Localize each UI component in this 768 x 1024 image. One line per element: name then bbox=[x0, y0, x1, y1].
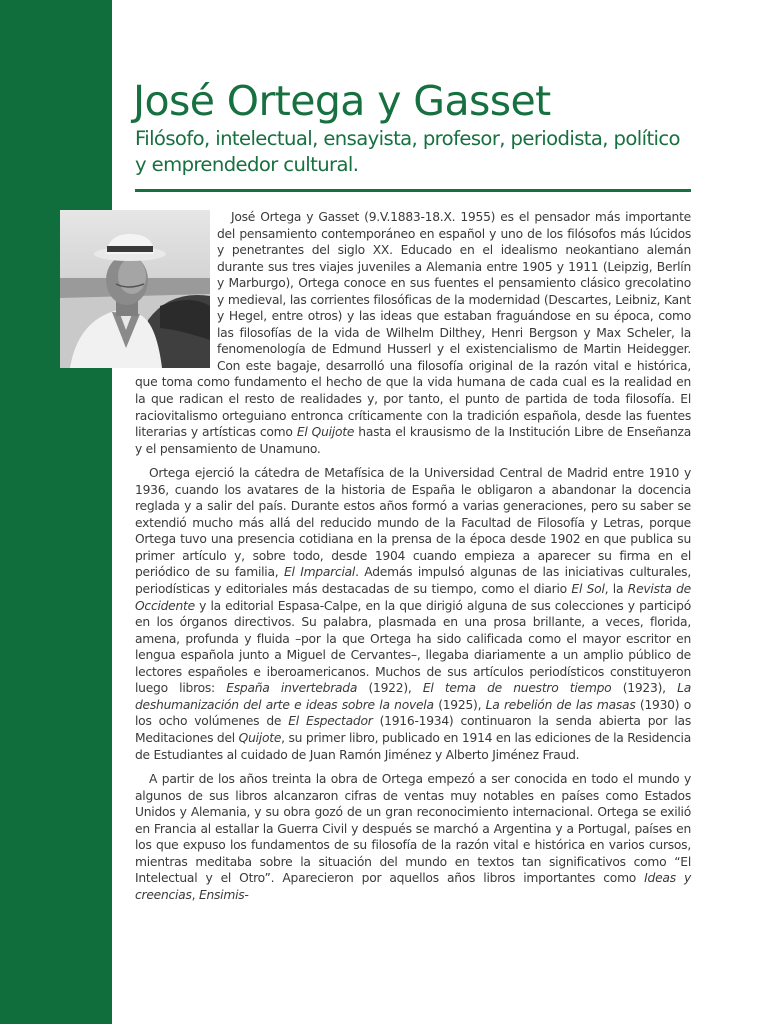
italic-text-run: Ideas y creencias bbox=[135, 871, 691, 902]
italic-text-run: La rebelión de las masas bbox=[485, 697, 636, 712]
italic-text-run: Revista de Occidente bbox=[135, 582, 691, 613]
text-run: (1916-1934) continuaron la senda abierta por las Meditaciones del bbox=[135, 714, 691, 745]
text-run: , la bbox=[604, 582, 628, 597]
article-paragraph bbox=[135, 209, 691, 457]
article-paragraph bbox=[135, 465, 691, 763]
italic-text-run: El Espectador bbox=[288, 714, 373, 729]
text-run: (1925), bbox=[433, 697, 486, 712]
italic-text-run: El Quijote bbox=[296, 425, 355, 440]
text-run: (1923), bbox=[611, 681, 678, 696]
text-run: A partir de los años treinta la obra de Ortega empezó a ser conocida en todo el mundo y algunos de sus libros alcanzaron cifras de ventas muy notables en países como Estados Unidos y Alemania, y su obra gozó de un gran reconocimiento internacional. Ortega se exilió en Francia al estallar la Guerra Civil y después se marchó a Argentina y a Portugal, países en los que expuso los fundamentos de su filosofía de la razón vital e histórica en varios cursos, mientras meditaba sobre la situación del mundo en textos tan significativos como “El Intelectual y el Otro”. Aparecieron por aquellos años libros importantes como bbox=[135, 772, 691, 886]
article-paragraph bbox=[135, 771, 691, 903]
italic-text-run: El tema de nuestro tiempo bbox=[422, 681, 612, 696]
italic-text-run: España invertebrada bbox=[226, 681, 358, 696]
green-sidebar-band bbox=[0, 0, 112, 1024]
text-run: , su primer libro, publicado en 1914 en las ediciones de la Residencia de Estudiantes al cuidado de Juan Ramón Jiménez y Alberto Jiménez Fraud. bbox=[135, 730, 691, 762]
italic-text-run: Ensimis- bbox=[198, 887, 249, 902]
italic-text-run: El Sol bbox=[571, 582, 605, 597]
text-run: y la editorial Espasa-Calpe, en la que dirigió alguna de sus colecciones y participó en los órganos directivos. Su palabra, plasmada en una prosa brillante, a veces, florida, amena, profunda y fluida –por la que Ortega ha sido calificada como el mayor escritor en lengua española junto a Miguel de Cervantes–, llegaba diariamente a un amplio público de lectores españoles e iberoamericanos. Muchos de sus artículos periodísticos constituyeron luego libros: bbox=[135, 598, 691, 696]
text-run: , bbox=[191, 887, 199, 902]
text-run: Ortega ejerció la cátedra de Metafísica de la Universidad Central de Madrid entre 1910 y 1936, cuando los avatares de la historia de España le obligaron a abandonar la docencia reglada y a salir del país. Durante estos años formó a varias generaciones, pero su saber se extendió mucho más allá del reducido mundo de la Facultad de Filosofía y Letras, porque Ortega tuvo una presencia cotidiana en la prensa de la época desde 1902 en que publica su primer artículo y, sobre todo, desde 1904 cuando empieza a aparecer su firma en el periódico de su familia, bbox=[135, 466, 691, 580]
page-subtitle: Filósofo, intelectual, ensayista, profesor, periodista, político y emprendedor cultural. bbox=[135, 127, 680, 176]
text-run: . Además impulsó algunas de las iniciativas culturales, periodísticas y editoriales más destacadas de su tiempo, como el diario bbox=[135, 565, 691, 597]
text-run: José Ortega y Gasset (9.V.1883-18.X. 1955) es el pensador más importante del pensamiento contemporáneo en español y uno de los filósofos más lúcidos y penetrantes del siglo XX. Educado en el idealismo neokantiano alemán durante sus tres viajes juveniles a Alemania entre 1905 y 1911 (Leipzig, Berlín y Marburgo), Ortega conoce en sus fuentes el pensamiento clásico grecolatino y medieval, las corrientes filosóficas de la modernidad (Descartes, Leibniz, Kant y Hegel, entre otros) y las ideas que estaban fraguándose en su época, como las filosofías de la vida de Wilhelm Dilthey, Henri Bergson y Max Scheler, la fenomenología de Edmund Husserl y el existencialismo de Martin Heidegger. Con este bagaje, desarrolló una filosofía original de la razón vital e histórica, que toma como fundamento el hecho de que la vida humana de cada cual es la realidad en la que radican el resto de realidades y, por tanto, el punto de partida de toda filosofía. El raciovitalismo orteguiano entronca críticamente con la tradición española, desde las fuentes literarias y artísticas como bbox=[135, 210, 691, 440]
text-run: (1922), bbox=[357, 681, 423, 696]
text-run: hasta el krausismo de la Institución Libre de Enseñanza y el pensamiento de Unamuno. bbox=[135, 425, 692, 456]
photo-wrap-space bbox=[135, 209, 217, 373]
italic-text-run: La deshumanización del arte e ideas sobre la novela bbox=[135, 681, 691, 712]
text-run: (1930) o los ocho volúmenes de bbox=[135, 697, 691, 729]
page-title: José Ortega y Gasset bbox=[133, 77, 551, 125]
italic-text-run: Quijote bbox=[238, 730, 282, 745]
italic-text-run: El Imparcial bbox=[283, 565, 356, 580]
article-body bbox=[135, 209, 691, 911]
title-divider bbox=[135, 189, 691, 192]
